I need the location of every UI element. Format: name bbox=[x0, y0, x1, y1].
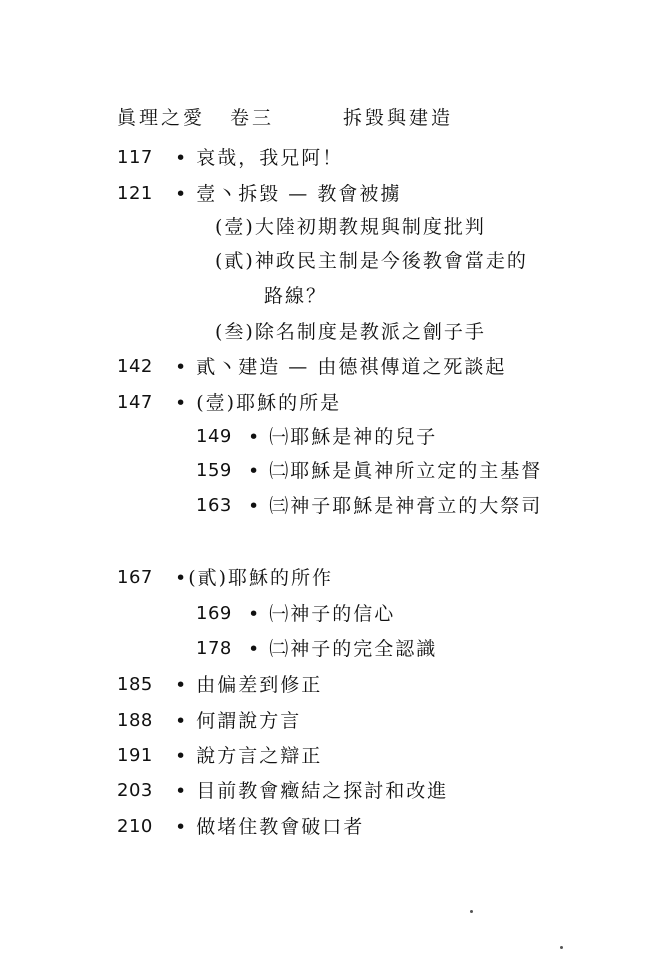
page-number: 191 bbox=[117, 745, 153, 766]
entry-title: • ㈡神子的完全認識 bbox=[248, 638, 438, 660]
page-number: 185 bbox=[117, 674, 153, 695]
page-number: 167 bbox=[117, 567, 153, 588]
entry-title: • ㈠神子的信心 bbox=[248, 603, 396, 625]
entry-title: (貳)神政民主制是今後教會當走的 bbox=[215, 250, 528, 272]
page-number: 188 bbox=[117, 710, 153, 731]
page-number: 203 bbox=[117, 780, 153, 801]
entry-title: • (壹)耶穌的所是 bbox=[175, 392, 342, 414]
entry-title: (叁)除名制度是教派之劊子手 bbox=[215, 321, 486, 343]
page-number: 159 bbox=[196, 460, 232, 481]
volume-label: 卷三 bbox=[230, 107, 275, 129]
page-number: 163 bbox=[196, 495, 232, 516]
entry-title: • 說方言之辯正 bbox=[175, 745, 323, 767]
page-number: 210 bbox=[117, 816, 153, 837]
entry-title: • 貳丶建造 — 由德祺傳道之死談起 bbox=[175, 356, 507, 378]
scan-speck bbox=[470, 910, 473, 913]
page-number: 169 bbox=[196, 603, 232, 624]
scan-speck bbox=[560, 946, 563, 949]
page-number: 178 bbox=[196, 638, 232, 659]
page-number: 117 bbox=[117, 147, 153, 168]
entry-title: • ㈢神子耶穌是神膏立的大祭司 bbox=[248, 495, 543, 517]
entry-title: • ㈠耶穌是神的兒子 bbox=[248, 426, 438, 448]
entry-title: • 何謂說方言 bbox=[175, 710, 302, 732]
volume-subtitle: 拆毀與建造 bbox=[343, 107, 454, 129]
page-number: 142 bbox=[117, 356, 153, 377]
entry-title: • ㈡耶穌是眞神所立定的主基督 bbox=[248, 460, 543, 482]
entry-title: • 由偏差到修正 bbox=[175, 674, 323, 696]
page-number: 147 bbox=[117, 392, 153, 413]
page-number: 121 bbox=[117, 183, 153, 204]
book-title: 眞理之愛 bbox=[117, 107, 206, 129]
entry-title: • 哀哉，我兄阿！ bbox=[175, 147, 344, 169]
page-number: 149 bbox=[196, 426, 232, 447]
entry-title: (壹)大陸初期教規與制度批判 bbox=[215, 216, 486, 238]
entry-title: • 做堵住教會破口者 bbox=[175, 816, 365, 838]
entry-title: • 目前教會癥結之探討和改進 bbox=[175, 780, 449, 802]
entry-title: • 壹丶拆毀 — 教會被擄 bbox=[175, 183, 402, 205]
entry-title: •(貳)耶穌的所作 bbox=[175, 567, 334, 589]
entry-title: 路線？ bbox=[264, 285, 328, 307]
